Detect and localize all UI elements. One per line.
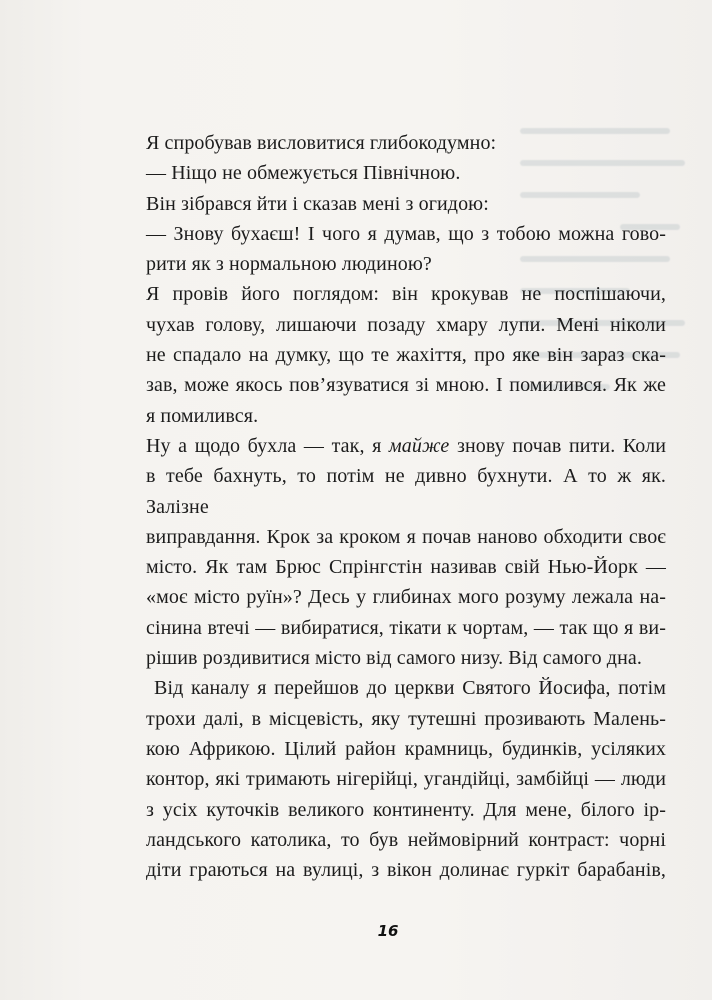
body-text (146, 128, 666, 885)
page-number: 16 (377, 922, 399, 940)
text-line: — Знову бухаєш! І чого я думав, що з тобою можна гово- (146, 222, 666, 245)
text-line: ландського католика, то був неймовірний контраст: чорні (146, 828, 666, 851)
text-line: Я спробував висловитися глибокодумно: (146, 132, 497, 154)
text-line: не спадало на думку, що те жахіття, про яке він зараз ска- (146, 344, 666, 367)
text-line: — Ніщо не обмежується Північною. (146, 162, 461, 185)
text-line: рити як з нормальною людиною? (146, 253, 432, 276)
text-line: Від каналу я перейшов до церкви Святого Йосифа, потім (154, 677, 666, 700)
text-line: Він зібрався йти і сказав мені з огидою: (146, 192, 489, 215)
text-line: зав, може якось пов’язуватися зі мною. І помилився. Як же (146, 374, 666, 397)
text-line: чухав голову, лишаючи позаду хмару лупи. Мені ніколи (146, 313, 666, 336)
text-line: кою Африкою. Цілий район крамниць, будинків, усіляких (146, 737, 666, 760)
italic-word: майже (388, 434, 450, 457)
text-line: з усіх куточків великого континенту. Для мене, білого ір- (146, 798, 666, 821)
text-line: трохи далі, в місцевість, яку тутешні прозивають Малень- (146, 707, 666, 730)
text-line: рішив роздивитися місто від самого низу. Від самого дна. (146, 647, 642, 670)
text-line: сінина втечі — вибиратися, тікати к чортам, — так що я ви- (146, 616, 666, 639)
text-line: контор, які тримають нігерійці, угандійці, замбійці — люди (146, 768, 666, 791)
text-line: в тебе бахнуть, то потім не дивно бухнути. А то ж як. Залізне (146, 465, 666, 518)
text-line: Ну а щодо бухла — так, я майже знову почав пити. Коли (146, 434, 666, 457)
text-line: виправдання. Крок за кроком я почав наново обходити своє (146, 525, 666, 548)
text-line: я помилився. (146, 404, 259, 427)
text-line: діти граються на вулиці, з вікон долинає гуркіт барабанів, (146, 859, 666, 882)
text-line: Я провів його поглядом: він крокував не поспішаючи, (146, 283, 666, 306)
text-line: місто. Як там Брюс Спрінгстін називав свій Нью-Йорк — (146, 556, 666, 579)
text-line: «моє місто руїн»? Десь у глибинах мого розуму лежала на- (146, 586, 666, 609)
